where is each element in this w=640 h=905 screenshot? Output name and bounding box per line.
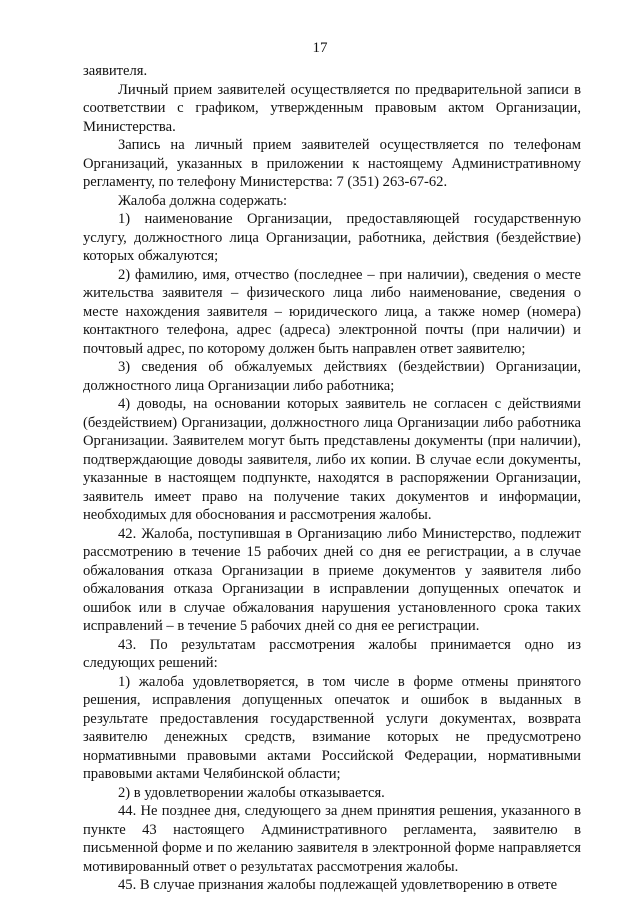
paragraph: Жалоба должна содержать: (118, 192, 288, 209)
paragraph: 44. Не позднее дня, следующего за днем принятия решения, указанного в пункте 43 настоящего Административного регламента, заявителю в письменной форме и по желанию заявителя в электронной форме направляется мотивированный ответ о результатах рассмотрения жалобы. (83, 803, 581, 875)
paragraph: 1) наименование Организации, предоставляющей государственную услугу, должностного лица Организации, работника, действия (бездействие) которых обжалуются; (83, 211, 581, 264)
paragraph: заявителя. (83, 63, 148, 79)
paragraph: 45. В случае признания жалобы подлежащей удовлетворению в ответе (118, 877, 558, 893)
paragraph: 1) жалоба удовлетворяется, в том числе в форме отмены принятого решения, исправления допущенных опечаток и ошибок в выданных в результате предоставления государственной услуги документах, возврата заявителю денежных средств, взимание которых не предусмотрено нормативными правовыми актами Российской Федерации, нормативными правовыми актами Челябинской области; (83, 673, 581, 782)
page-number: 17 (312, 40, 328, 56)
paragraph: 43. По результатам рассмотрения жалобы принимается одно из следующих решений: (83, 636, 581, 671)
paragraph: Запись на личный прием заявителей осуществляется по телефонам Организаций, указанных в приложении к настоящему Административному регламенту, по телефону Министерства: 7 (351) 263-67-62. (83, 137, 581, 190)
paragraph: 2) в удовлетворении жалобы отказывается. (118, 784, 385, 801)
document-body (83, 62, 581, 895)
paragraph: 42. Жалоба, поступившая в Организацию либо Министерство, подлежит рассмотрению в течение 15 рабочих дней со дня ее регистрации, а в случае обжалования отказа Организации в приеме документов у заявителя либо обжалования отказа Организации в исправлении допущенных опечаток и ошибок или в случае обжалования нарушения установленного срока таких исправлений – в течение 5 рабочих дней со дня ее регистрации. (83, 525, 581, 634)
paragraph: 3) сведения об обжалуемых действиях (бездействии) Организации, должностного лица Организации либо работника; (83, 359, 581, 394)
paragraph: Личный прием заявителей осуществляется по предварительной записи в соответствии с графиком, утвержденным правовым актом Организации, Министерства. (83, 81, 581, 135)
paragraph: 4) доводы, на основании которых заявитель не согласен с действиями (бездействием) Организации, должностного лица Организации либо работника Организации. Заявителем могут быть представлены документы (при наличии), подтверждающие доводы заявителя, либо их копии. В случае если документы, указанные в настоящем подпункте, находятся в распоряжении Организации, заявитель имеет право на получение таких документов и информации, необходимых для обоснования и рассмотрения жалобы. (83, 396, 581, 523)
paragraph: 2) фамилию, имя, отчество (последнее – при наличии), сведения о месте жительства заявителя – физического лица либо наименование, сведения о месте нахождения заявителя – юридического лица, а также номер (номера) контактного телефона, адрес (адреса) электронной почты (при наличии) и почтовый адрес, по которому должен быть направлен ответ заявителю; (83, 266, 581, 357)
